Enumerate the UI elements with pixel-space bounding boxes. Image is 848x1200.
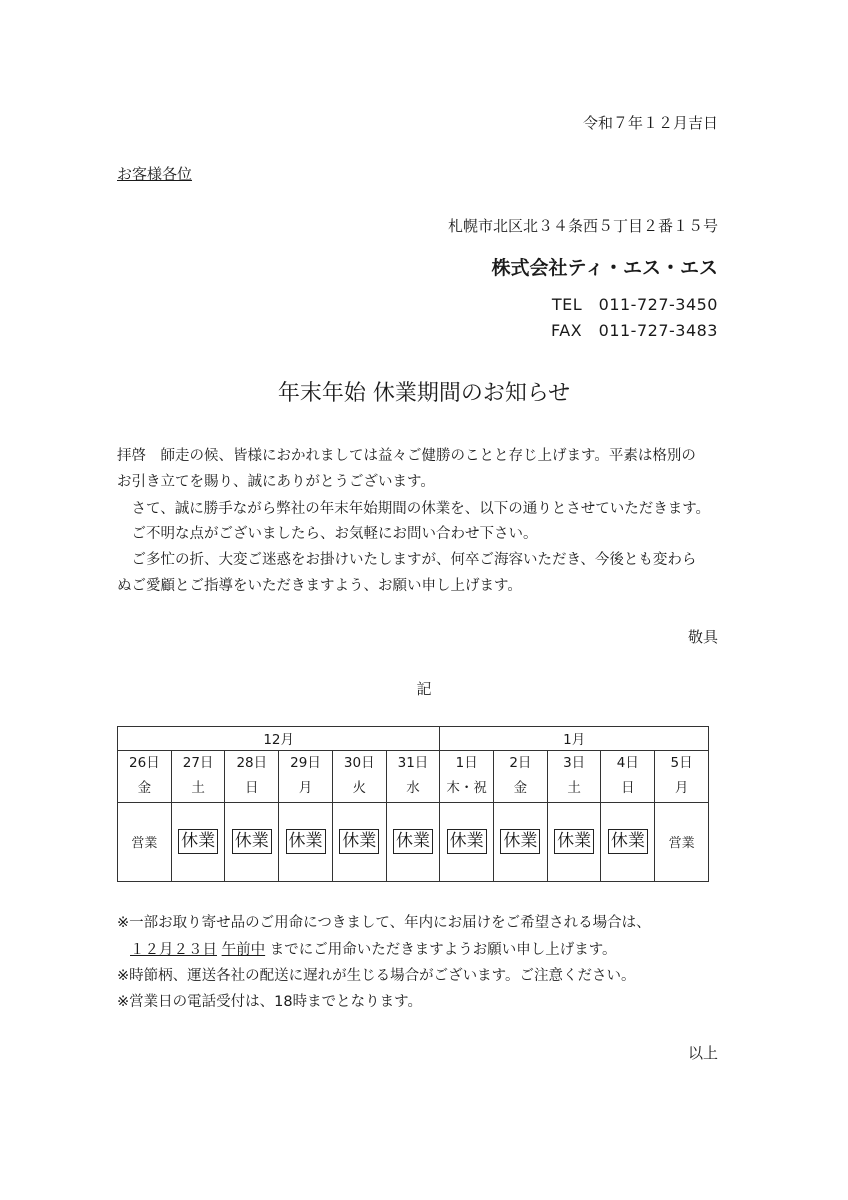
status-closed: 休業	[608, 829, 648, 854]
day-cell	[225, 750, 279, 802]
status-closed: 休業	[447, 829, 487, 854]
document-date: 令和７年１２月吉日	[582, 114, 718, 132]
day-weekday: 月	[674, 780, 689, 797]
note-shipping-delay: ※時節柄、運送各社の配送に遅れが生じる場合がございます。ご注意ください。	[117, 968, 636, 984]
document-title: 年末年始 休業期間のお知らせ	[277, 381, 571, 406]
day-date: 5日	[670, 755, 693, 772]
status-open: 営業	[131, 836, 158, 852]
day-weekday: 日	[621, 780, 635, 797]
day-weekday: 月	[298, 780, 313, 797]
day-weekday: 土	[191, 780, 205, 797]
status-closed: 休業	[232, 829, 272, 854]
note-order-deadline: ※一部お取り寄せ品のご用命につきまして、年内にお届けをご希望される場合は、	[117, 915, 651, 931]
body-line: さて、誠に勝手ながら弊社の年末年始期間の休業を、以下の通りとさせていただきます。	[117, 501, 711, 517]
day-date: 1日	[455, 755, 478, 772]
day-cell	[279, 750, 333, 802]
day-date: 30日	[343, 755, 375, 772]
day-date: 27日	[182, 755, 214, 772]
status-cell	[386, 802, 440, 881]
body-line: 拝啓 師走の候、皆様におかれましては益々ご健勝のことと存じ上げます。平素は格別の	[117, 448, 696, 464]
company-fax: FAX 011-727-3483	[551, 321, 718, 340]
company-name: 株式会社ティ・エス・エス	[491, 257, 718, 279]
company-address: 札幌市北区北３４条西５丁目２番１５号	[447, 217, 718, 235]
day-date: 26日	[129, 755, 160, 772]
day-date: 28日	[236, 755, 268, 772]
company-tel: TEL 011-727-3450	[551, 295, 718, 314]
note-deadline-line	[130, 938, 617, 959]
status-cell	[225, 802, 279, 881]
day-weekday: 火	[352, 780, 366, 797]
day-date: 31日	[397, 755, 429, 772]
day-cell	[547, 750, 601, 802]
deadline-date: １２月２３日	[130, 942, 217, 958]
month-cell-january: 1月	[440, 727, 709, 751]
status-open: 営業	[668, 836, 695, 852]
status-cell	[440, 802, 494, 881]
day-weekday: 木・祝	[446, 780, 487, 797]
day-row	[118, 750, 709, 802]
status-closed: 休業	[178, 829, 218, 854]
closing-keigu: 敬具	[687, 628, 718, 646]
day-weekday: 土	[567, 780, 581, 797]
body-line: お引き立てを賜り、誠にありがとうございます。	[117, 474, 435, 490]
day-cell	[601, 750, 655, 802]
status-closed: 休業	[393, 829, 433, 854]
holiday-schedule-table	[117, 726, 709, 882]
status-closed: 休業	[339, 829, 379, 854]
day-weekday: 金	[137, 780, 152, 797]
ending-ijou: 以上	[687, 1044, 718, 1062]
day-cell	[655, 750, 709, 802]
status-closed: 休業	[554, 829, 594, 854]
deadline-rest: までにご用命いただきますようお願い申し上げます。	[269, 942, 617, 958]
day-cell	[386, 750, 440, 802]
month-row	[118, 727, 709, 751]
status-cell	[547, 802, 601, 881]
note-phone-hours: ※営業日の電話受付は、18時までとなります。	[117, 994, 422, 1010]
day-date: 29日	[290, 755, 321, 772]
status-cell	[279, 802, 333, 881]
day-cell	[494, 750, 548, 802]
day-date: 4日	[616, 755, 639, 772]
recipient: お客様各位	[117, 165, 193, 183]
status-row	[118, 802, 709, 881]
body-line: ご不明な点がございましたら、お気軽にお問い合わせ下さい。	[117, 526, 538, 542]
day-weekday: 水	[406, 780, 420, 797]
status-cell	[494, 802, 548, 881]
day-cell	[332, 750, 386, 802]
month-cell-december: 12月	[118, 727, 440, 751]
day-cell	[118, 750, 172, 802]
day-weekday: 金	[513, 780, 528, 797]
day-cell	[171, 750, 225, 802]
day-cell	[440, 750, 494, 802]
status-cell	[655, 802, 709, 881]
body-line: ぬご愛顧とご指導をいただきますよう、お願い申し上げます。	[117, 578, 522, 594]
day-date: 2日	[509, 755, 532, 772]
day-weekday: 日	[245, 780, 259, 797]
ki-marker: 記	[416, 680, 432, 698]
status-cell	[171, 802, 225, 881]
status-cell	[332, 802, 386, 881]
day-date: 3日	[563, 755, 586, 772]
status-closed: 休業	[500, 829, 540, 854]
status-closed: 休業	[286, 829, 326, 854]
status-cell	[118, 802, 172, 881]
deadline-time: 午前中	[221, 942, 266, 958]
status-cell	[601, 802, 655, 881]
body-line: ご多忙の折、大変ご迷惑をお掛けいたしますが、何卒ご海容いただき、今後とも変わら	[117, 552, 697, 568]
